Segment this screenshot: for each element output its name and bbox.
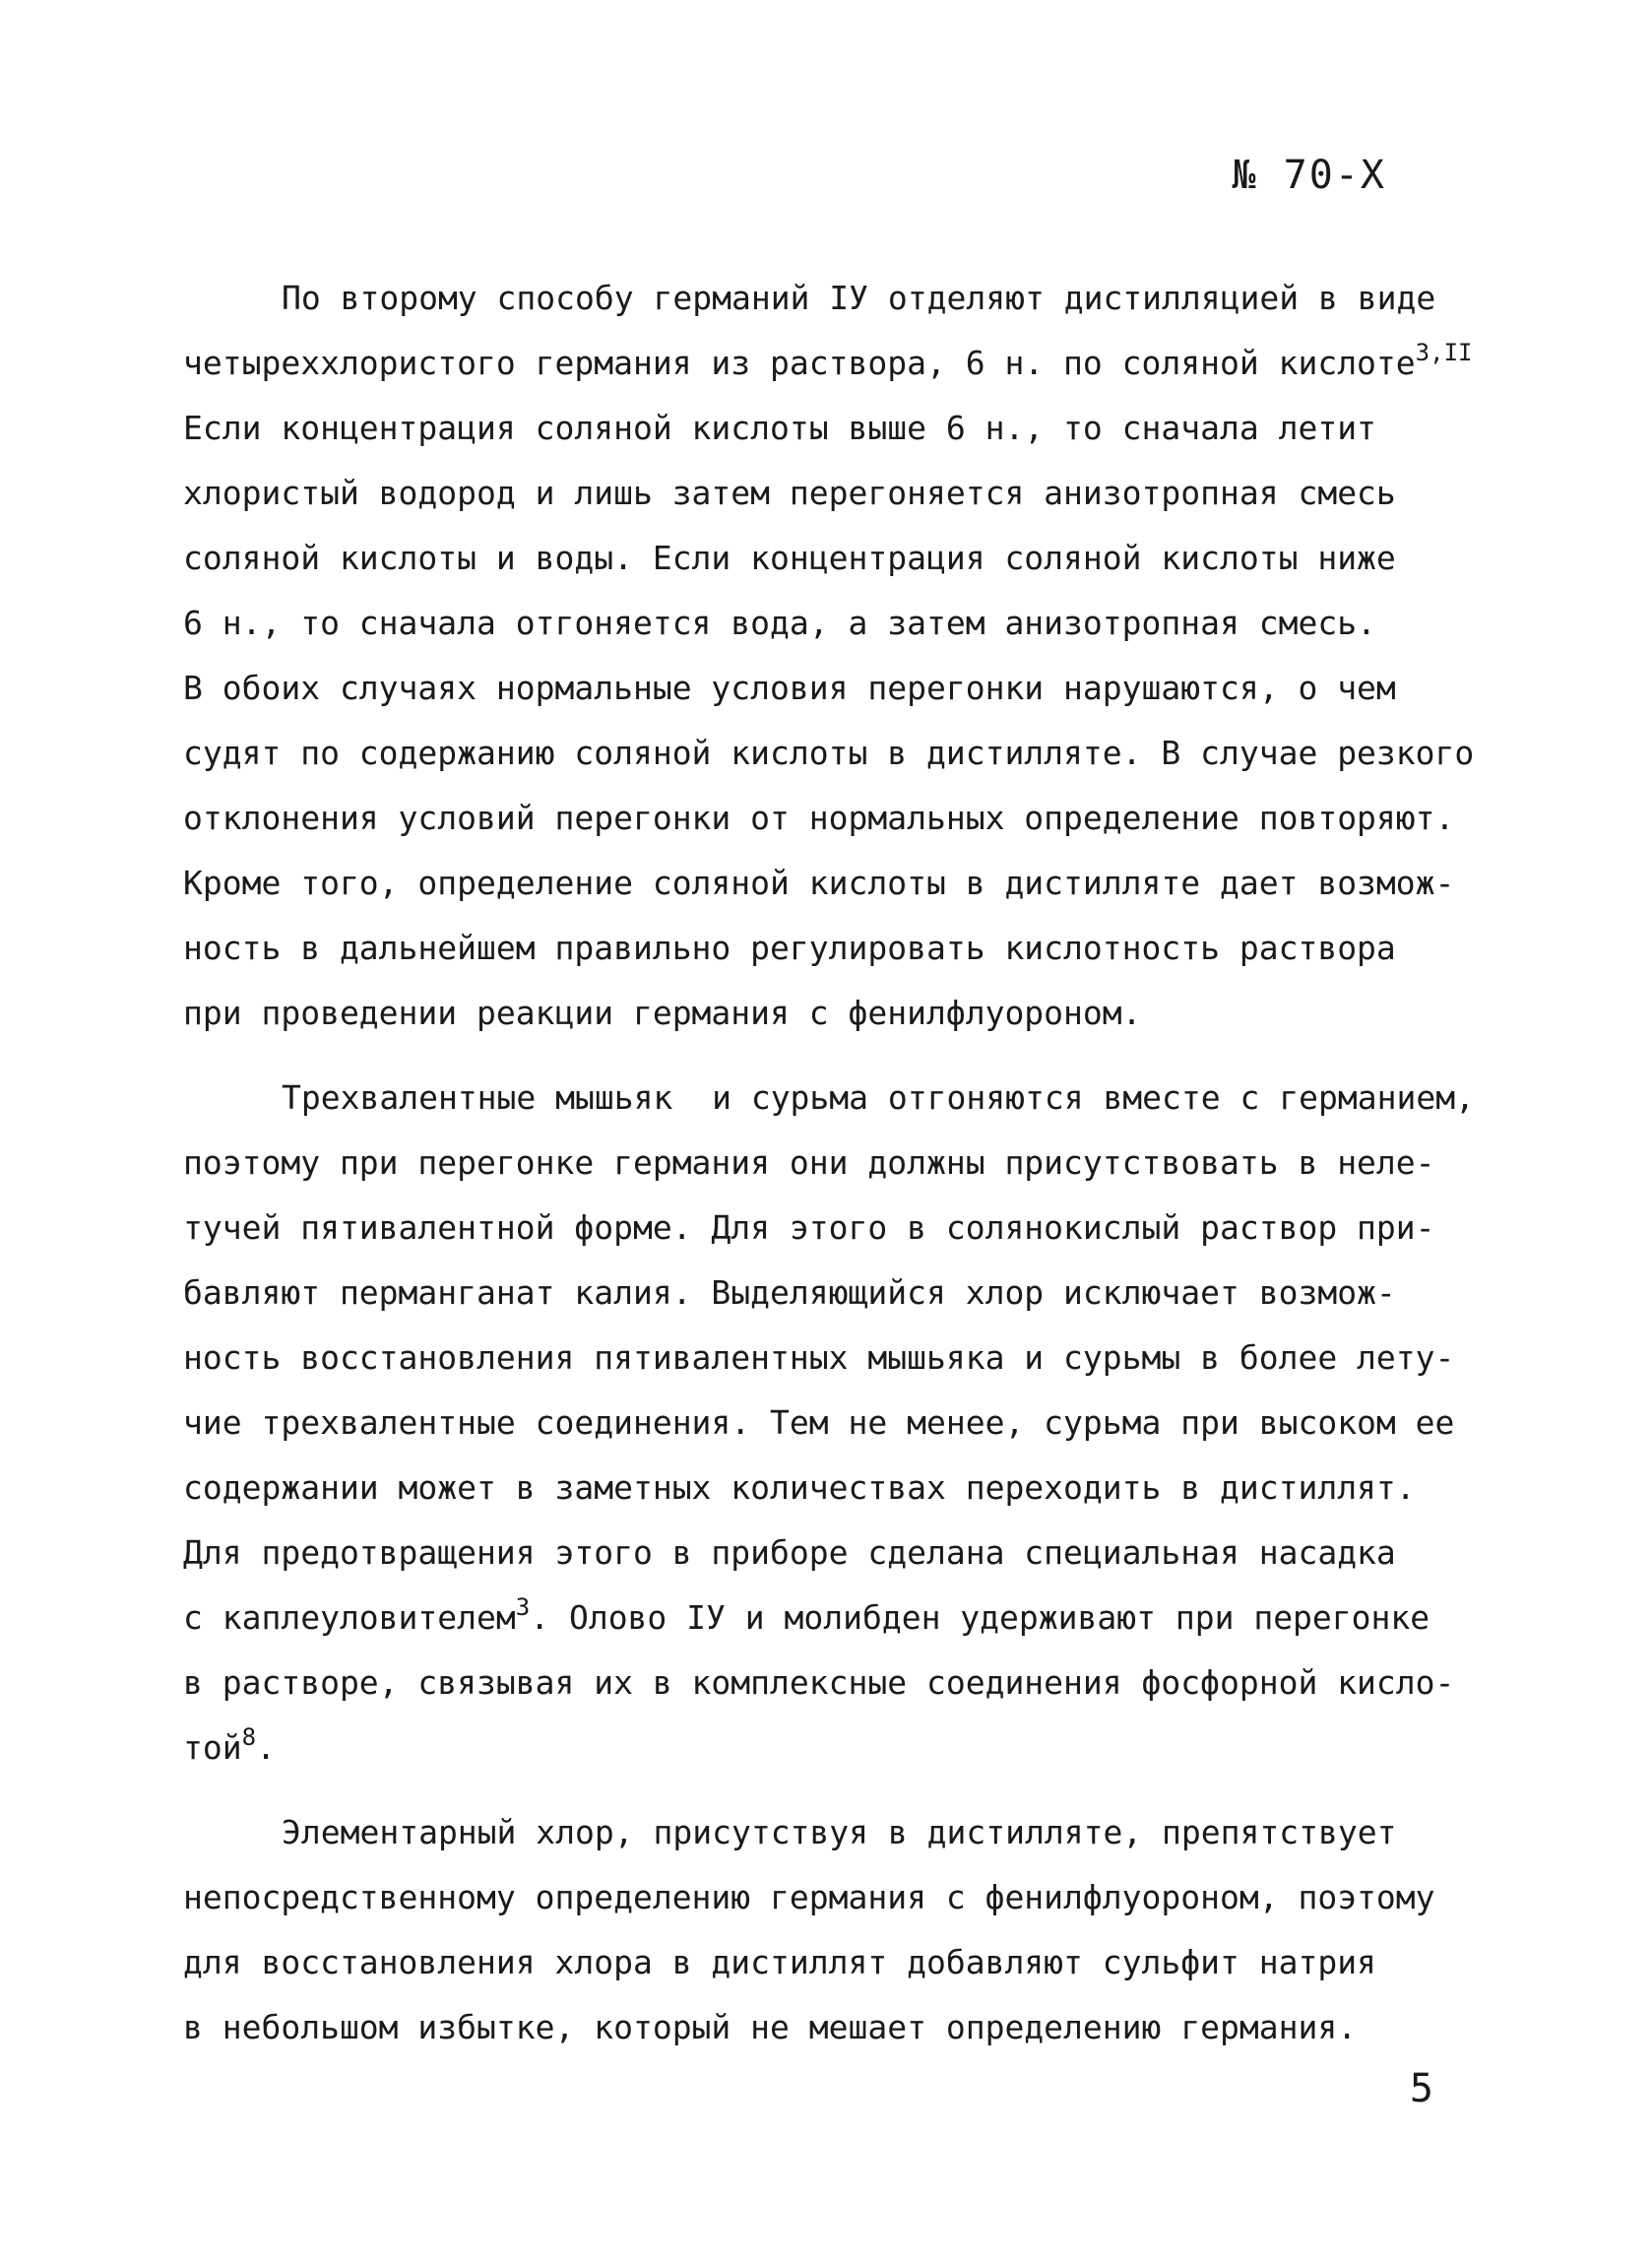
text-line: с каплеуловителем$^3$. Олово IУ и молибден удерживают при перегонке [183,1593,1430,1637]
text-line: отклонения условий перегонки от нормальных определение повторяют. [183,799,1455,837]
text-line: ность восстановления пятивалентных мышьяка и сурьмы в более лету- [183,1338,1455,1377]
text-line: ность в дальнейшем правильно регулировать кислотность раствора [183,929,1396,967]
text-line: По второму способу германий IУ отделяют дистилляцией в виде [282,279,1436,317]
text-line: для восстановления хлора в дистиллят добавляют сульфит натрия [183,1943,1376,1981]
text-line: в небольшом избытке, который не мешает определению германия. [183,2008,1358,2046]
text-line: в растворе, связывая их в комплексные соединения фосфорной кисло- [183,1663,1455,1702]
text-line: четыреххлористого германия из раствора, 6 н. по соляной кислоте$^{3,II}$ [183,339,1473,382]
text-line: Трехвалентные мышьяк и сурьма отгоняются вместе с германием, [282,1078,1475,1117]
page-number: 5 [1409,2066,1433,2111]
body-text [183,266,1502,2060]
text-line: судят по содержанию соляной кислоты в дистилляте. В случае резкого [183,734,1475,772]
text-line: Кроме того, определение соляной кислоты в дистилляте дает возмож- [183,864,1455,902]
footnote-ref: 3 [515,1593,531,1621]
footnote-ref: 3,II [1415,339,1473,366]
text-line: поэтому при перегонке германия они должны присутствовать в неле- [183,1143,1435,1182]
text-line: соляной кислоты и воды. Если концентрация соляной кислоты ниже [183,539,1396,577]
text-line: Элементарный хлор, присутствуя в дистилляте, препятствует [282,1813,1397,1851]
paragraph-3 [183,1800,1502,2060]
text-line: при проведении реакции германия с фенилфлуороном. [183,994,1142,1032]
text-line: 6 н., то сначала отгоняется вода, а затем анизотропная смесь. [183,604,1376,642]
document-number: № 70-Х [1232,153,1386,198]
text-line: В обоих случаях нормальные условия перегонки нарушаются, о чем [183,669,1396,707]
text-line: Для предотвращения этого в приборе сделана специальная насадка [183,1533,1396,1572]
text-line: той$^8$. [183,1723,276,1767]
footnote-ref: 8 [241,1723,257,1751]
text-line: хлористый водород и лишь затем перегоняется анизотропная смесь [183,474,1396,512]
text-line: бавляют перманганат калия. Выделяющийся хлор исключает возмож- [183,1273,1396,1312]
text-line: содержании может в заметных количествах переходить в дистиллят. [183,1468,1416,1507]
paragraph-2 [183,1066,1502,1781]
text-line: чие трехвалентные соединения. Тем не менее, сурьма при высоком ее [183,1403,1455,1442]
paragraph-1 [183,266,1502,1046]
text-line: Если концентрация соляной кислоты выше 6 н., то сначала летит [183,409,1376,447]
text-line: тучей пятивалентной форме. Для этого в солянокислый раствор при- [183,1208,1435,1247]
text-line: непосредственному определению германия с фенилфлуороном, поэтому [183,1878,1435,1916]
